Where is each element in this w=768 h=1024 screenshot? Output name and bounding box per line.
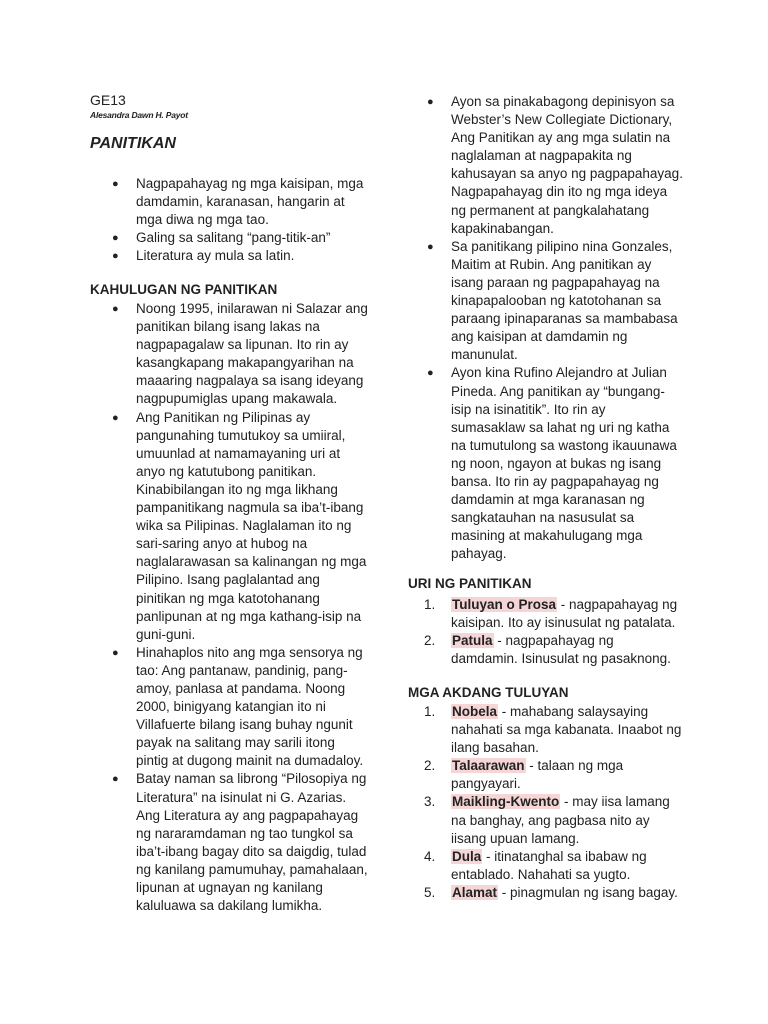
list-item: ● Galing sa salitang “pang-titik-an” <box>136 229 368 247</box>
list-item: 4. Dula - itinatanghal sa ibabaw ng entablado. Nahahati sa yugto. <box>424 848 647 882</box>
list-item: ● Sa panitikang pilipino nina Gonzales, Maitim at Rubin. Ang panitikan ay isang paraan ng pagpapahayag na kinapapalooban ng katotohanan sa paraang ipinaparanas sa mambabasa ang kaisipan at damdamin ng manunulat. <box>427 238 678 363</box>
list-item: ● Ayon kina Rufino Alejandro at Julian Pineda. Ang panitikan ay “bungang-isip na isinatitik”. Ito rin ay sumasaklaw sa lahat ng uri ng katha na tumutulong sa wastong ikauunawa ng noon, ngayon at bukas ng isang bansa. Ito rin ay pagpapahayag ng damdamin at mga karanasan ng sangkatauhan na nasusulat sa masining at makahulugang mga pahayag. <box>427 365 677 562</box>
list-item: 2. Talaarawan - talaan ng mga pangyayari. <box>424 758 624 792</box>
akda-numbered-list <box>424 703 683 902</box>
bullet-icon: ● <box>427 96 434 108</box>
list-item: ● Batay naman sa librong “Pilosopiya ng Literatura” na isinulat ni G. Azarias. Ang Literatura ay ang pagpapahayag ng nararamdaman ng tao tungkol sa iba’t-ibang bagay dito sa daigdig, tulad ng kanilang pamumuhay, pamahalaan, lipunan at ugnayan ng kanilang kaluluawa sa dakilang lumikha. <box>112 771 368 914</box>
bullet-icon: ● <box>112 178 119 190</box>
list-item: 5. Alamat - pinagmulan ng isang bagay. <box>424 884 678 900</box>
bullet-icon: ● <box>112 646 119 659</box>
highlighted-term: Tuluyan o Prosa <box>452 597 557 612</box>
bullet-icon: ● <box>112 303 119 315</box>
bullet-icon: ● <box>427 240 434 253</box>
bullet-icon: ● <box>112 250 119 263</box>
right-column <box>408 0 682 1024</box>
document-title: PANITIKAN <box>90 135 176 152</box>
section-heading-akda: MGA AKDANG TULUYAN <box>408 685 569 700</box>
list-item: ● Nagpapahayag ng mga kaisipan, mga damdamin, karanasan, hangarin at mga diwa ng mga tao. <box>112 176 364 228</box>
list-item: ● Ayon sa pinakabagong depinisyon sa Webster’s New Collegiate Dictionary, Ang Panitikan ay ang mga sulatin na naglalaman at nagpapakita ng kahusayan sa anyo ng pagpapahayag. Nagpapahayag din ito ng mga ideya ng permanent at pangkalahatang kapakinabangan. <box>427 94 683 236</box>
kahulugan-bullet-list <box>112 300 368 915</box>
definitions-bullet-list <box>427 93 683 563</box>
list-item: ● Ang Panitikan ng Pilipinas ay pangunahing tumutukoy sa umiiral, umuunlad at namamayaning uri at anyo ng katutubong panitikan. Kinabibilangan ito ng mga likhang pampanitikang nagmula sa iba’t-ibang wika sa Pilipinas. Naglalaman ito ng sari-saring anyo at hubog na naglalarawasan sa kalinangan ng mga Pilipino. Isang paglalantad ang pinitikan ng mga katotohanang panlipunan at ng mga kathang-isip na guni-guni. <box>112 409 367 642</box>
list-item: 1. Nobela - mahabang salaysaying nahahati sa mga kabanata. Inaabot ng ilang basahan. <box>424 704 682 756</box>
highlighted-term: Dula <box>452 848 482 864</box>
list-item: ● Noong 1995, inilarawan ni Salazar ang panitikan bilang isang lakas na nagpapagalaw sa lipunan. Ito rin ay kasangkapang makapangyarihan na maaaring nagpalaya sa isang ideyang nagpupumiglas upang makawala. <box>112 301 368 407</box>
bullet-icon: ● <box>112 232 119 245</box>
highlighted-term: Maikling-Kwento <box>452 794 560 810</box>
highlighted-term: Patula <box>452 633 493 649</box>
course-code: GE13 <box>90 92 126 108</box>
bullet-icon: ● <box>112 411 119 424</box>
list-item: 1. Tuluyan o Prosa - nagpapahayag ng kaisipan. Ito ay isinusulat ng patalata. <box>424 597 678 631</box>
intro-bullet-list <box>112 175 368 265</box>
list-item: ● Literatura ay mula sa latin. <box>136 247 368 265</box>
highlighted-term: Alamat <box>452 884 498 900</box>
highlighted-term: Talaarawan <box>452 758 525 774</box>
section-heading-kahulugan: KAHULUGAN NG PANITIKAN <box>90 282 278 297</box>
list-item: ● Hinahaplos nito ang mga sensorya ng tao: Ang pantanaw, pandinig, pang-amoy, panlasa at pandama. Noong 2000, binigyang katangian ito ni Villafuerte bilang isang buhay ngunit payak na salitang may sarili itong pintig at dugong mainit na dumadaloy. <box>112 644 364 769</box>
uri-numbered-list <box>424 596 683 668</box>
list-item: 2. Patula - nagpapahayag ng damdamin. Isinusulat ng pasaknong. <box>424 633 671 667</box>
highlighted-term: Nobela <box>452 704 498 719</box>
bullet-icon: ● <box>112 773 119 786</box>
author-name: Alesandra Dawn H. Payot <box>90 110 188 120</box>
section-heading-uri: URI NG PANITIKAN <box>408 576 532 591</box>
left-column <box>90 0 368 1024</box>
list-item: 3. Maikling-Kwento - may iisa lamang na banghay, ang pagbasa nito ay iisang upuan lamang. <box>424 794 670 846</box>
bullet-icon: ● <box>427 367 434 380</box>
